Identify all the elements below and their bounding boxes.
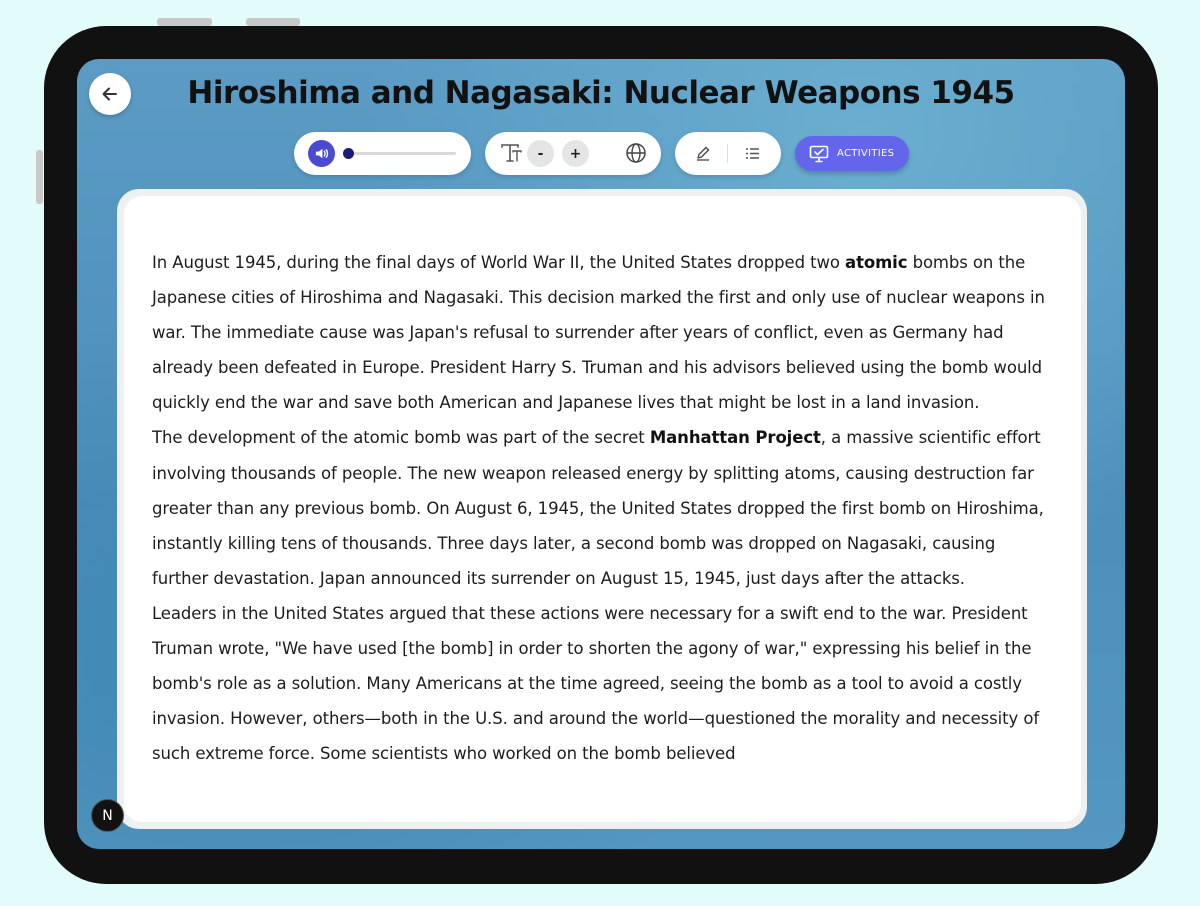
key-term[interactable]: atomic	[845, 253, 908, 272]
activities-button[interactable]	[795, 136, 909, 171]
font-size-icon[interactable]	[499, 141, 523, 165]
volume-down-hardware-button	[246, 18, 300, 26]
decrease-font-button[interactable]: -	[527, 140, 554, 167]
article-paragraph-2: The development of the atomic bomb was part of the secret Manhattan Project, a massive scientific effort involving thousands of people. The new weapon released energy by splitting atoms, causing destruction far greater than any previous bomb. On August 6, 1945, the United States dropped the first bomb on Hiroshima, instantly killing tens of thousands. Three days later, a second bomb was dropped on Nagasaki, causing further devastation. Japan announced its surrender on August 15, 1945, just days after the attacks.	[152, 428, 1044, 588]
list-icon[interactable]	[745, 146, 760, 161]
volume-up-hardware-button	[157, 18, 212, 26]
pen-icon[interactable]	[695, 145, 711, 161]
page-title: Hiroshima and Nagasaki: Nuclear Weapons 1945	[187, 75, 1015, 111]
increase-font-button[interactable]: +	[562, 140, 589, 167]
article-paragraph-3: Leaders in the United States argued that these actions were necessary for a swift end to the war. President Truman wrote, "We have used [the bomb] in order to shorten the agony of war," expressing his belief in the bomb's role as a solution. Many Americans at the time agreed, seeing the bomb as a tool to avoid a costly invasion. However, others—both in the U.S. and around the world—questioned the morality and necessity of such extreme force. Some scientists who worked on the bomb believed	[152, 603, 1040, 764]
toolbar-divider	[727, 144, 728, 163]
globe-icon[interactable]	[625, 142, 647, 164]
key-term[interactable]: Manhattan Project	[649, 428, 821, 448]
activities-label: ACTIVITIES	[837, 148, 895, 159]
play-audio-button[interactable]	[308, 140, 335, 167]
reading-tools	[675, 132, 781, 175]
audio-progress-track[interactable]	[344, 152, 456, 155]
power-hardware-button	[36, 150, 43, 204]
article-text	[152, 245, 1056, 771]
audio-player	[294, 132, 471, 175]
n-badge[interactable]: N	[91, 799, 124, 832]
speaker-icon	[314, 146, 329, 161]
article-card[interactable]	[124, 196, 1081, 822]
tablet-frame	[44, 26, 1158, 884]
monitor-icon	[809, 145, 829, 163]
article-paragraph-1: In August 1945, during the final days of World War II, the United States dropped two atomic bombs on the Japanese cities of Hiroshima and Nagasaki. This decision marked the first and only use of nuclear weapons in war. The immediate cause was Japan's refusal to surrender after years of conflict, even as Germany had already been defeated in Europe. President Harry S. Truman and his advisors believed using the bomb would quickly end the war and save both American and Japanese lives that might be lost in a land invasion.	[152, 253, 1045, 413]
audio-progress-handle[interactable]	[343, 148, 354, 159]
text-controls	[485, 132, 661, 175]
app-screen	[77, 59, 1125, 849]
